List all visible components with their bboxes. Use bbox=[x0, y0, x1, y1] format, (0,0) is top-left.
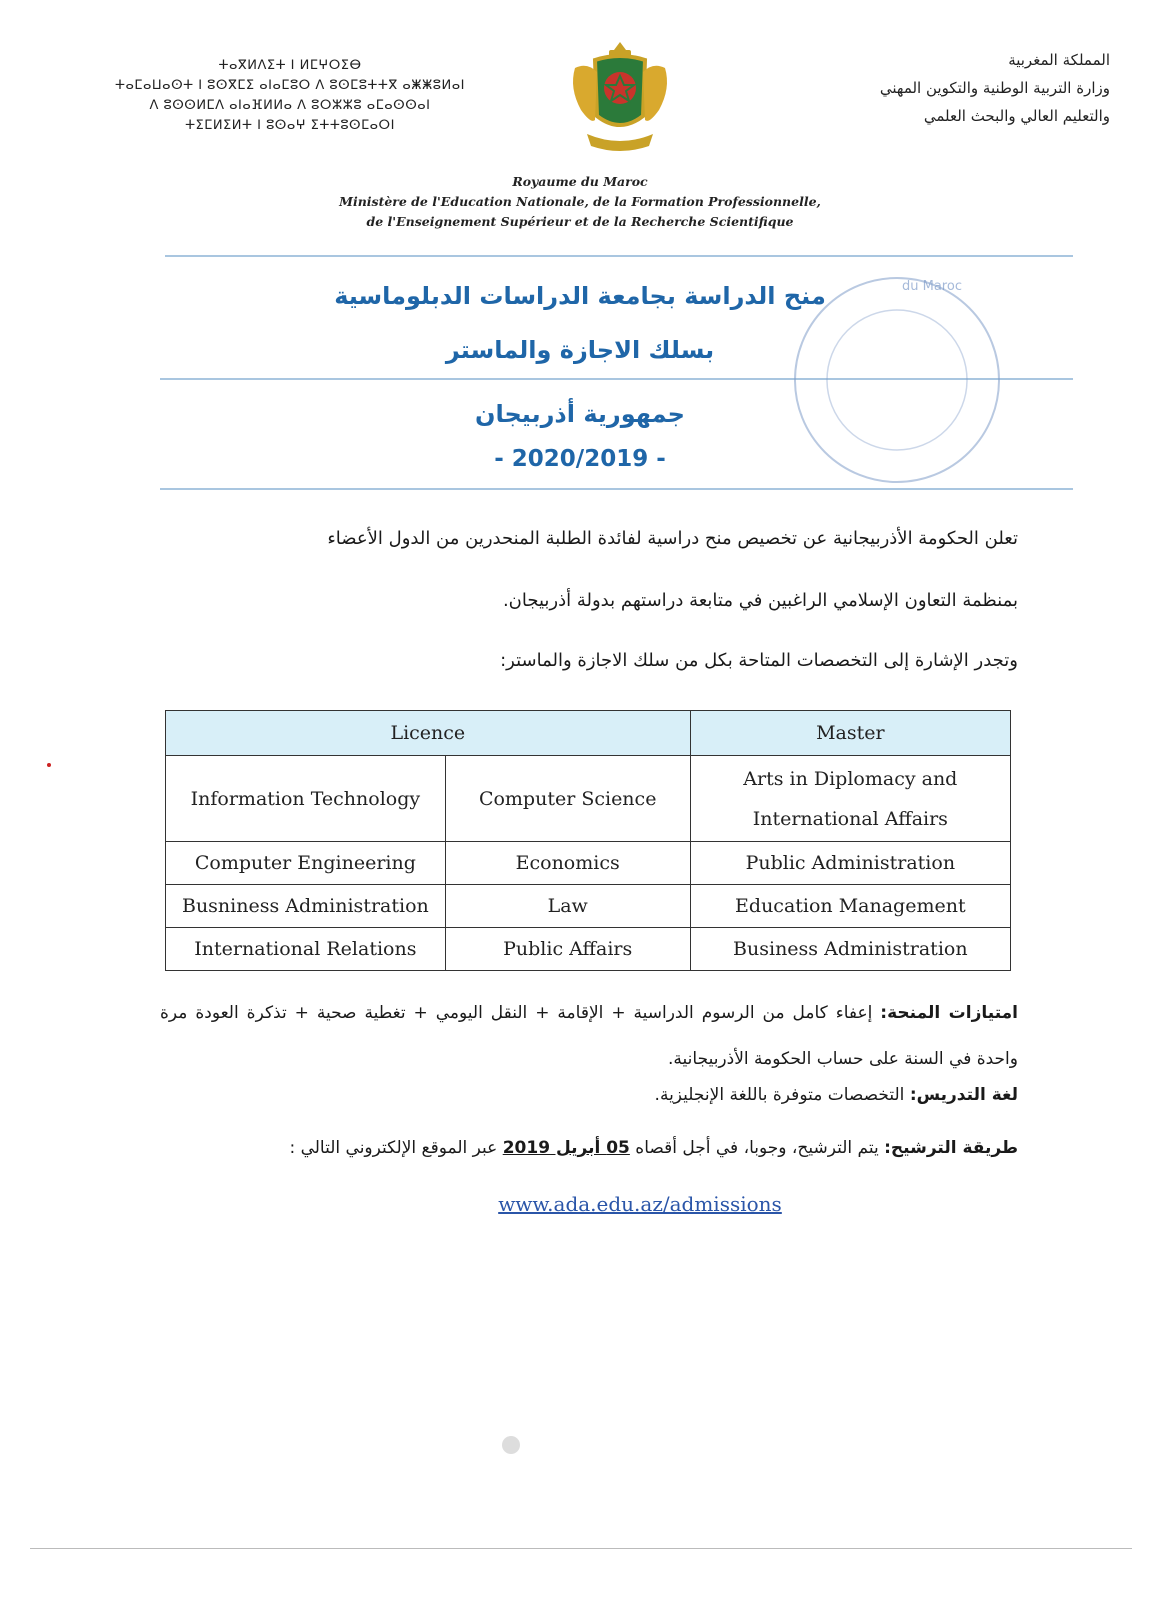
moroccan-coat-of-arms-icon bbox=[565, 38, 675, 156]
language-label: لغة التدريس: bbox=[909, 1085, 1018, 1105]
scan-dot bbox=[47, 763, 51, 767]
specialties-table bbox=[165, 710, 1011, 971]
intro-paragraph: بمنظمة التعاون الإسلامي الراغبين في متابعة دراستهم بدولة أذربيجان. bbox=[502, 590, 1018, 611]
benefits-paragraph bbox=[160, 990, 1018, 1082]
header-french bbox=[300, 172, 860, 232]
table-cell: Business Administration bbox=[690, 928, 1010, 971]
table-cell-line: Arts in Diplomacy and bbox=[743, 767, 958, 790]
arabic-line: وزارة التربية الوطنية والتكوين المهني bbox=[879, 79, 1110, 97]
table-row bbox=[166, 928, 1011, 971]
french-line: Ministère de l'Education Nationale, de la Formation Professionnelle, bbox=[339, 194, 821, 209]
tifinagh-line: ⵜⵉⵎⵍⵉⵍⵜ ⵏ ⵓⵙⴰⵖ ⵉⵜⵜⵓⵙⵎⴰⵔⵏ bbox=[185, 118, 395, 133]
table-row bbox=[166, 885, 1011, 928]
intro-paragraph: تعلن الحكومة الأذربيجانية عن تخصيص منح دراسية لفائدة الطلبة المنحدرين من الدول الأعضاء bbox=[327, 528, 1018, 549]
year-title: - 2020/2019 - bbox=[494, 446, 666, 472]
language-paragraph bbox=[160, 1085, 1018, 1105]
stamp-text: du Maroc bbox=[902, 279, 962, 294]
table-cell: International Relations bbox=[166, 928, 446, 971]
column-header-licence: Licence bbox=[166, 711, 691, 756]
country-title: جمهورية أذربيجان bbox=[475, 400, 685, 428]
table-cell bbox=[690, 756, 1010, 842]
deadline-date: 05 أبريل 2019 bbox=[502, 1138, 630, 1158]
application-method-paragraph bbox=[160, 1138, 1018, 1158]
tifinagh-line: ⵜⴰⴳⵍⴷⵉⵜ ⵏ ⵍⵎⵖⵔⵉⴱ bbox=[218, 58, 362, 73]
table-cell: Public Administration bbox=[690, 842, 1010, 885]
method-text: عبر الموقع الإلكتروني التالي : bbox=[289, 1138, 503, 1158]
table-cell-line: International Affairs bbox=[752, 807, 948, 830]
method-text: يتم الترشيح، وجوبا، في أجل أقصاه bbox=[629, 1138, 885, 1158]
table-cell: Computer Engineering bbox=[166, 842, 446, 885]
header-tifinagh bbox=[100, 56, 480, 136]
divider bbox=[165, 255, 1073, 257]
tifinagh-line: ⵜⴰⵎⴰⵡⴰⵙⵜ ⵏ ⵓⵙⴳⵎⵉ ⴰⵏⴰⵎⵓⵔ ⴷ ⵓⵙⵎⵓⵜⵜⴳ ⴰⵥⵥⵓⵍⴰⵏ bbox=[115, 78, 465, 93]
table-cell: Information Technology bbox=[166, 756, 446, 842]
benefits-label: امتيازات المنحة: bbox=[880, 1003, 1018, 1023]
french-line: de l'Enseignement Supérieur et de la Recherche Scientifique bbox=[366, 214, 794, 229]
table-cell: Busniness Administration bbox=[166, 885, 446, 928]
table-row bbox=[166, 756, 1011, 842]
tifinagh-line: ⴷ ⵓⵙⵙⵍⵎⴷ ⴰⵏⴰⴼⵍⵍⴰ ⴷ ⵓⵔⵣⵣⵓ ⴰⵎⴰⵙⵙⴰⵏ bbox=[149, 98, 431, 113]
scan-smudge-icon bbox=[498, 1432, 524, 1458]
french-line: Royaume du Maroc bbox=[512, 174, 648, 189]
arabic-line: المملكة المغربية bbox=[1008, 51, 1110, 69]
header-arabic bbox=[820, 46, 1110, 130]
table-cell: Public Affairs bbox=[445, 928, 690, 971]
table-cell: Economics bbox=[445, 842, 690, 885]
page-bottom-line bbox=[30, 1548, 1132, 1549]
column-header-master: Master bbox=[690, 711, 1010, 756]
official-stamp-icon bbox=[782, 270, 1012, 490]
table-cell: Education Management bbox=[690, 885, 1010, 928]
arabic-line: والتعليم العالي والبحث العلمي bbox=[923, 107, 1110, 125]
language-text: التخصصات متوفرة باللغة الإنجليزية. bbox=[654, 1085, 910, 1105]
method-label: طريقة الترشيح: bbox=[884, 1138, 1018, 1158]
table-cell: Law bbox=[445, 885, 690, 928]
table-row bbox=[166, 842, 1011, 885]
page-title: منح الدراسة بجامعة الدراسات الدبلوماسية bbox=[334, 282, 826, 310]
page-subtitle: بسلك الاجازة والماستر bbox=[445, 336, 715, 364]
table-header-row bbox=[166, 711, 1011, 756]
table-cell: Computer Science bbox=[445, 756, 690, 842]
benefits-text: إعفاء كامل من الرسوم الدراسية + الإقامة + النقل اليومي + تغطية صحية + تذكرة العودة مرة واحدة في السنة على حساب الحكومة الأذربيجانية. bbox=[160, 1003, 1018, 1069]
intro-paragraph: وتجدر الإشارة إلى التخصصات المتاحة بكل من سلك الاجازة والماستر: bbox=[500, 650, 1018, 671]
admissions-link[interactable]: www.ada.edu.az/admissions bbox=[498, 1192, 782, 1216]
